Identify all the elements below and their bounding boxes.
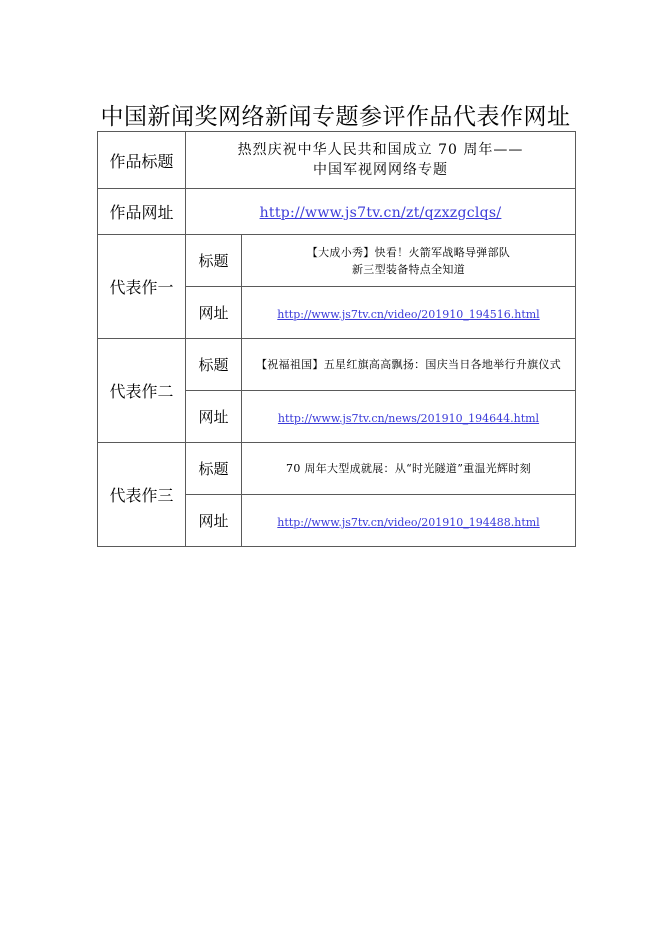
rep-2-title-label-cell <box>186 339 242 391</box>
page-title: 中国新闻奖网络新闻专题参评作品代表作网址 <box>100 104 571 130</box>
rep-2-label: 代表作二 <box>109 382 174 401</box>
rep-3-title-cell <box>242 443 576 495</box>
work-url-label-cell <box>98 189 186 235</box>
rep-1-title-line-1: 【大成小秀】快看！火箭军战略导弹部队 <box>306 245 511 259</box>
rep-1-title-cell <box>242 235 576 287</box>
work-url-link[interactable]: http://www.js7tv.cn/zt/qzxzgclqs/ <box>259 205 502 221</box>
work-title-value-cell <box>186 132 576 189</box>
rep-2-url-label: 网址 <box>198 408 229 426</box>
works-table <box>97 131 576 547</box>
rep-3-title-row <box>98 443 576 495</box>
rep-1-title-line-2: 新三型装备特点全知道 <box>352 262 465 276</box>
rep-1-url-label-cell <box>186 287 242 339</box>
rep-1-title-row <box>98 235 576 287</box>
work-title-label: 作品标题 <box>109 151 174 171</box>
rep-1-title-label-cell <box>186 235 242 287</box>
rep-3-title-line-1: 70 周年大型成就展：从“时光隧道”重温光辉时刻 <box>286 462 531 475</box>
rep-1-url-cell <box>242 287 576 339</box>
rep-3-url-cell <box>242 495 576 547</box>
work-title-label-cell <box>98 132 186 189</box>
rep-2-title-cell <box>242 339 576 391</box>
rep-1-url-link[interactable]: http://www.js7tv.cn/video/201910_194516.html <box>277 308 540 321</box>
rep-2-label-cell <box>98 339 186 443</box>
rep-3-label: 代表作三 <box>109 486 174 505</box>
rep-2-url-label-cell <box>186 391 242 443</box>
work-url-row <box>98 189 576 235</box>
rep-2-url-cell <box>242 391 576 443</box>
rep-1-label: 代表作一 <box>109 278 174 297</box>
rep-1-label-cell <box>98 235 186 339</box>
work-url-value-cell <box>186 189 576 235</box>
rep-1-title-label: 标题 <box>198 252 229 270</box>
work-title-line-1: 热烈庆祝中华人民共和国成立 70 周年—— <box>237 142 524 158</box>
work-title-line-2: 中国军视网网络专题 <box>313 162 448 178</box>
work-url-label: 作品网址 <box>109 203 174 222</box>
rep-2-title-row <box>98 339 576 391</box>
work-title-row <box>98 132 576 189</box>
rep-2-title-line-1: 【祝福祖国】五星红旗高高飘扬：国庆当日各地举行升旗仪式 <box>255 358 562 371</box>
rep-3-url-link[interactable]: http://www.js7tv.cn/video/201910_194488.html <box>277 516 540 529</box>
rep-2-title-label: 标题 <box>198 356 229 374</box>
rep-2-url-link[interactable]: http://www.js7tv.cn/news/201910_194644.html <box>277 412 540 425</box>
rep-3-label-cell <box>98 443 186 547</box>
rep-3-url-label: 网址 <box>198 512 229 530</box>
rep-3-title-label: 标题 <box>198 460 229 478</box>
rep-1-url-label: 网址 <box>198 304 229 322</box>
rep-3-url-label-cell <box>186 495 242 547</box>
rep-3-title-label-cell <box>186 443 242 495</box>
